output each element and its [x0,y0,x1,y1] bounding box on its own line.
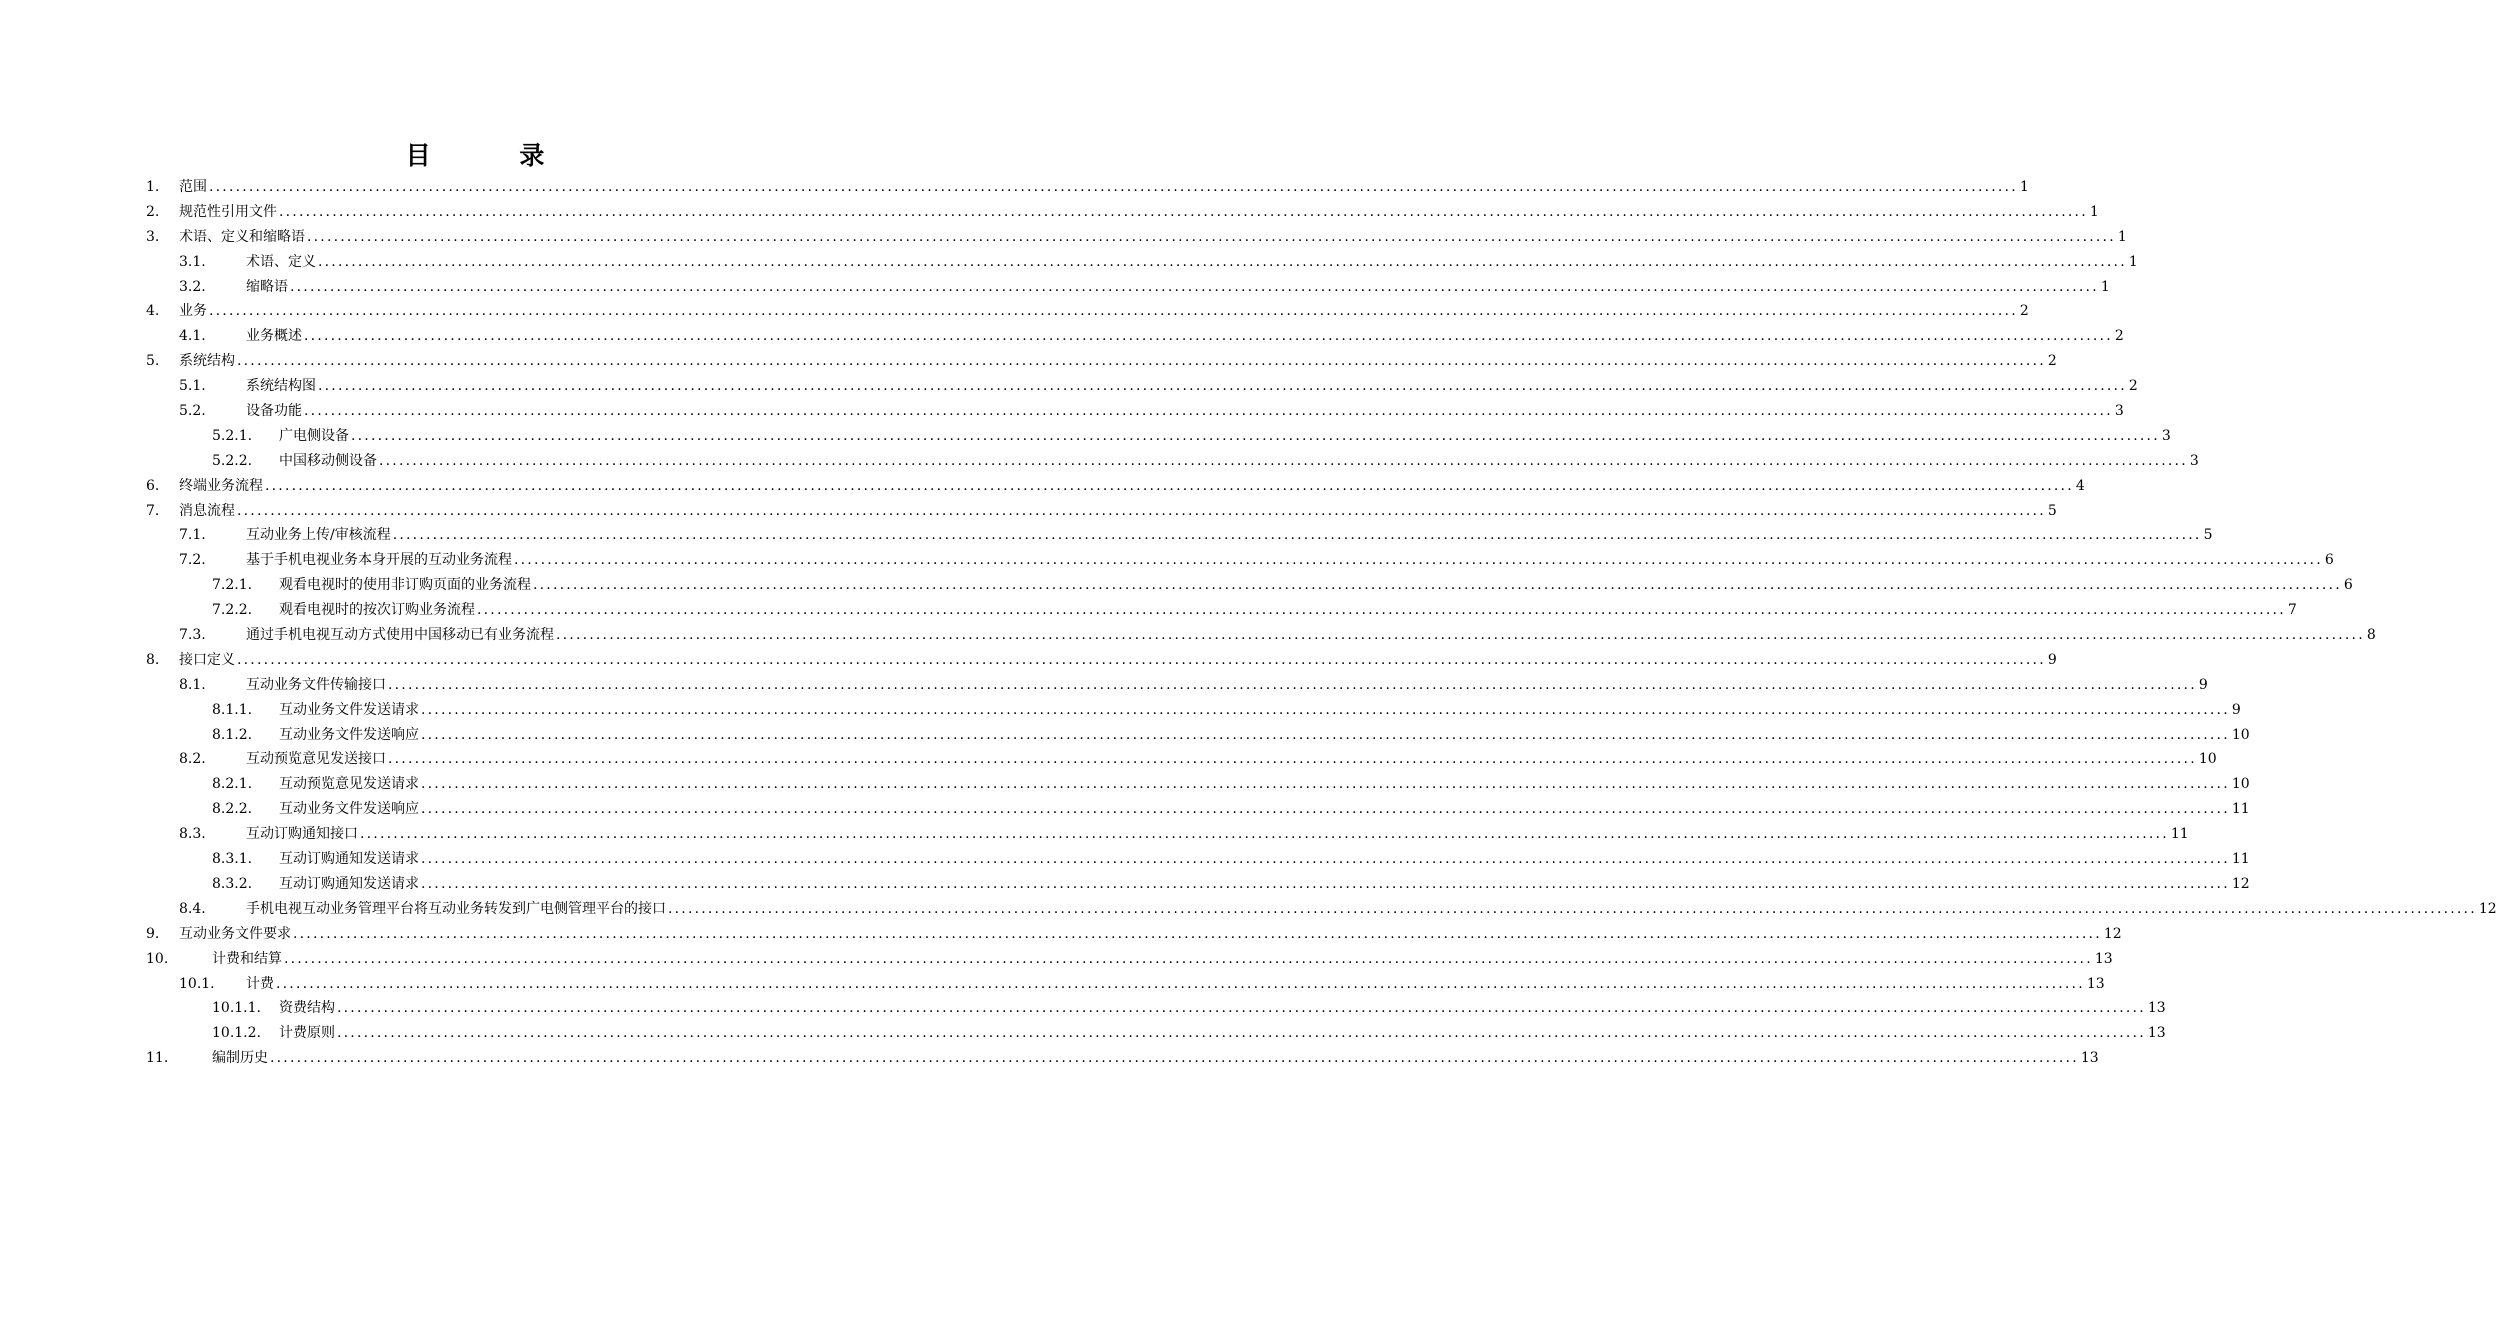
toc-entry-page: 9 [2231,701,2241,718]
toc-entry-page: 1 [2117,228,2127,245]
toc-entry-page: 1 [2019,179,2029,195]
toc-entry[interactable] [0,598,2297,623]
toc-entry-line [279,872,2250,897]
toc-dot-leader: ................................................................................................................................................................................................................................................................................ [337,1000,2146,1017]
toc-entry-line [179,175,2029,200]
toc-entry[interactable] [0,548,2334,573]
toc-entry-page: 1 [2089,203,2099,220]
toc-entry-label: 计费 [246,975,274,992]
toc-entry-page: 6 [2343,577,2353,594]
toc-dot-leader: ................................................................................................................................................................................................................................................................................ [293,925,2102,942]
toc-dot-leader: ................................................................................................................................................................................................................................................................................ [514,552,2323,569]
toc-entry-line [279,598,2297,623]
toc-title: 目 录 [405,141,585,170]
toc-entry-line [179,299,2029,324]
toc-dot-leader: ................................................................................................................................................................................................................................................................................ [421,776,2230,793]
toc-entry-page: 3 [2189,452,2199,469]
toc-entry-line [179,648,2057,673]
toc-entry-label: 互动业务文件发送请求 [279,701,419,718]
toc-entry-page: 13 [2086,975,2105,992]
toc-entry-page: 12 [2103,925,2122,942]
toc-dot-leader: ................................................................................................................................................................................................................................................................................ [533,577,2342,594]
toc-entry[interactable] [0,374,2138,399]
toc-entry-line [279,772,2250,797]
toc-entry-label: 互动业务文件要求 [179,925,291,942]
toc-entry[interactable] [0,822,2189,847]
toc-entry-number: 10.1. [179,975,215,992]
toc-entry-number: 9. [146,925,160,942]
toc-entry-number: 8.1. [179,676,206,693]
toc-dot-leader: ................................................................................................................................................................................................................................................................................ [421,875,2230,892]
toc-entry-label: 计费原则 [279,1025,335,1042]
toc-entry-page: 11 [2231,801,2250,818]
toc-entry-page: 2 [2128,378,2138,395]
toc-entry-line [179,499,2057,524]
toc-entry-line [246,275,2110,300]
toc-entry[interactable] [0,349,2057,374]
toc-dot-leader: ................................................................................................................................................................................................................................................................................ [237,651,2046,668]
toc-entry-number: 3.2. [179,278,206,295]
toc-entry-label: 互动业务文件传输接口 [246,676,386,693]
toc-entry-number: 2. [146,203,160,220]
toc-entry-label: 消息流程 [179,502,235,519]
toc-entry[interactable] [0,299,2029,324]
toc-entry-label: 计费和结算 [212,950,282,967]
toc-entry[interactable] [0,897,2497,922]
toc-entry-line [279,698,2241,723]
toc-entry-page: 11 [2170,826,2189,843]
toc-dot-leader: ................................................................................................................................................................................................................................................................................ [284,950,2093,967]
toc-entry-number: 8.4. [179,900,206,917]
toc-dot-leader: ................................................................................................................................................................................................................................................................................ [421,701,2230,718]
toc-entry-page: 2 [2019,303,2029,320]
toc-entry-label: 手机电视互动业务管理平台将互动业务转发到广电侧管理平台的接口 [246,900,666,917]
toc-entry-page: 4 [2075,477,2085,494]
toc-entry[interactable] [0,648,2057,673]
toc-entry-label: 互动订购通知发送请求 [279,875,419,892]
toc-entry-number: 7.2.2. [212,602,253,619]
toc-entry-page: 3 [2114,403,2124,420]
toc-entry-label: 资费结构 [279,1000,335,1017]
toc-entry-label: 互动业务上传/审核流程 [246,527,391,544]
toc-entry-page: 2 [2114,328,2124,345]
toc-entry-line [246,399,2124,424]
toc-entry-label: 术语、定义 [246,253,316,270]
toc-entry[interactable] [0,1046,2099,1071]
toc-dot-leader: ................................................................................................................................................................................................................................................................................ [276,975,2085,992]
toc-dot-leader: ................................................................................................................................................................................................................................................................................ [304,403,2113,420]
toc-entry-label: 规范性引用文件 [179,203,277,220]
toc-entry-label: 观看电视时的按次订购业务流程 [279,602,475,619]
toc-entry-line [246,623,2376,648]
toc-entry-page: 12 [2478,900,2497,917]
toc-entry-number: 5.2. [179,403,206,420]
toc-entry-label: 互动订购通知接口 [246,826,358,843]
toc-dot-leader: ................................................................................................................................................................................................................................................................................ [668,900,2477,917]
toc-entry-number: 8.2.1. [212,776,253,793]
toc-entry-number: 5. [146,353,160,370]
toc-entry[interactable] [0,772,2250,797]
toc-entry-line [279,573,2353,598]
toc-entry[interactable] [0,872,2250,897]
toc-entry-label: 互动预览意见发送接口 [246,751,386,768]
toc-entry[interactable] [0,424,2171,449]
toc-dot-leader: ................................................................................................................................................................................................................................................................................ [379,452,2188,469]
toc-entry[interactable] [0,275,2110,300]
toc-entry-label: 范围 [179,179,207,195]
toc-entry-number: 8.3. [179,826,206,843]
toc-entry-label: 术语、定义和缩略语 [179,228,305,245]
toc-entry-label: 基于手机电视业务本身开展的互动业务流程 [246,552,512,569]
toc-entry-line [279,1021,2166,1046]
toc-entry-page: 10 [2231,776,2250,793]
toc-entry-line [246,374,2138,399]
toc-entry-page: 11 [2231,851,2250,868]
toc-entry-line [279,847,2250,872]
toc-entry-page: 2 [2047,353,2057,370]
toc-entry[interactable] [0,673,2208,698]
toc-entry-number: 8.1.2. [212,726,253,743]
toc-entry-line [279,449,2199,474]
toc-entry-line [212,1046,2099,1071]
toc-entry-number: 8.3.1. [212,851,253,868]
toc-entry-number: 8.2. [179,751,206,768]
toc-entry-label: 系统结构图 [246,378,316,395]
toc-dot-leader: ................................................................................................................................................................................................................................................................................ [556,627,2365,644]
toc-entry-number: 8. [146,651,160,668]
toc-entry[interactable] [0,449,2199,474]
toc-entry-label: 缩略语 [246,278,288,295]
toc-dot-leader: ................................................................................................................................................................................................................................................................................ [209,303,2018,320]
toc-dot-leader: ................................................................................................................................................................................................................................................................................ [209,179,2018,195]
toc-entry[interactable] [0,200,2099,225]
toc-dot-leader: ................................................................................................................................................................................................................................................................................ [477,602,2286,619]
toc-entry-page: 12 [2231,875,2250,892]
toc-entry-line [279,996,2166,1021]
toc-entry-number: 8.3.2. [212,875,253,892]
toc-entry-label: 互动业务文件发送响应 [279,726,419,743]
toc-entry[interactable] [0,623,2376,648]
toc-entry-page: 1 [2100,278,2110,295]
toc-dot-leader: ................................................................................................................................................................................................................................................................................ [421,801,2230,818]
toc-entry-number: 4. [146,303,160,320]
toc-entry-number: 3. [146,228,160,245]
toc-entry-number: 10. [146,950,169,967]
toc-dot-leader: ................................................................................................................................................................................................................................................................................ [421,851,2230,868]
toc-entry-line [212,947,2113,972]
toc-entry-label: 接口定义 [179,651,235,668]
toc-dot-leader: ................................................................................................................................................................................................................................................................................ [318,253,2127,270]
toc-entry-label: 互动订购通知发送请求 [279,851,419,868]
toc-entry-page: 5 [2203,527,2213,544]
toc-entry-line [246,324,2124,349]
toc-entry-label: 互动预览意见发送请求 [279,776,419,793]
toc-entry-label: 业务 [179,303,207,320]
toc-entry-number: 3.1. [179,253,206,270]
toc-entry[interactable] [0,1021,2166,1046]
toc-entry[interactable] [0,175,2029,200]
toc-dot-leader: ................................................................................................................................................................................................................................................................................ [388,751,2197,768]
toc-dot-leader: ................................................................................................................................................................................................................................................................................ [265,477,2074,494]
toc-dot-leader: ................................................................................................................................................................................................................................................................................ [318,378,2127,395]
toc-dot-leader: ................................................................................................................................................................................................................................................................................ [307,228,2116,245]
toc-entry[interactable] [0,250,2138,275]
toc-entry-line [179,200,2099,225]
toc-entry[interactable] [0,399,2124,424]
toc-entry-page: 8 [2366,627,2376,644]
toc-dot-leader: ................................................................................................................................................................................................................................................................................ [304,328,2113,345]
toc-dot-leader: ................................................................................................................................................................................................................................................................................ [351,427,2160,444]
toc-entry-number: 8.1.1. [212,701,253,718]
toc-entry-number: 7.1. [179,527,206,544]
toc-entry-label: 观看电视时的使用非订购页面的业务流程 [279,577,531,594]
toc-entry-line [246,747,2217,772]
toc-entry-page: 13 [2080,1050,2099,1067]
toc-entry[interactable] [0,225,2127,250]
toc-entry-page: 6 [2324,552,2334,569]
toc-entry-line [179,225,2127,250]
toc-entry-label: 互动业务文件发送响应 [279,801,419,818]
toc-entry-number: 7.3. [179,627,206,644]
toc-entry-label: 中国移动侧设备 [279,452,377,469]
toc-entry-page: 9 [2047,651,2057,668]
toc-entry-page: 13 [2094,950,2113,967]
toc-entry-label: 通过手机电视互动方式使用中国移动已有业务流程 [246,627,554,644]
toc-entry-line [246,972,2105,997]
toc-entry-line [279,797,2250,822]
toc-entry-number: 5.2.2. [212,452,253,469]
toc-entry-number: 4.1. [179,328,206,345]
toc-entry-number: 5.1. [179,378,206,395]
toc-entry-number: 1. [146,179,160,195]
toc-entry[interactable] [0,996,2166,1021]
toc-entry[interactable] [0,499,2057,524]
toc-entry[interactable] [0,972,2105,997]
toc-entry-page: 13 [2147,1025,2166,1042]
table-of-contents [0,175,2497,1071]
toc-dot-leader: ................................................................................................................................................................................................................................................................................ [237,353,2046,370]
toc-entry[interactable] [0,474,2085,499]
toc-dot-leader: ................................................................................................................................................................................................................................................................................ [290,278,2099,295]
toc-entry[interactable] [0,523,2213,548]
toc-entry-line [179,922,2122,947]
toc-dot-leader: ................................................................................................................................................................................................................................................................................ [421,726,2230,743]
toc-entry-number: 5.2.1. [212,427,253,444]
toc-entry[interactable] [0,723,2250,748]
toc-entry-line [279,723,2250,748]
toc-entry[interactable] [0,324,2124,349]
toc-entry-page: 7 [2287,602,2297,619]
toc-entry-page: 5 [2047,502,2057,519]
toc-entry-number: 10.1.1. [212,1000,261,1017]
toc-entry-line [279,424,2171,449]
toc-entry-label: 广电侧设备 [279,427,349,444]
toc-entry-line [246,897,2497,922]
toc-entry[interactable] [0,947,2113,972]
toc-entry[interactable] [0,747,2217,772]
toc-entry[interactable] [0,797,2250,822]
toc-entry-page: 1 [2128,253,2138,270]
toc-entry-number: 7.2.1. [212,577,253,594]
toc-dot-leader: ................................................................................................................................................................................................................................................................................ [270,1050,2079,1067]
toc-entry-number: 10.1.2. [212,1025,261,1042]
toc-entry-label: 终端业务流程 [179,477,263,494]
toc-entry[interactable] [0,847,2250,872]
toc-entry-line [246,673,2208,698]
toc-entry-page: 13 [2147,1000,2166,1017]
toc-entry-label: 编制历史 [212,1050,268,1067]
toc-entry-line [246,822,2189,847]
toc-entry-line [246,250,2138,275]
toc-entry-label: 系统结构 [179,353,235,370]
toc-entry-line [179,349,2057,374]
toc-entry-page: 10 [2231,726,2250,743]
toc-entry-line [246,523,2213,548]
toc-dot-leader: ................................................................................................................................................................................................................................................................................ [237,502,2046,519]
toc-entry-label: 业务概述 [246,328,302,345]
toc-entry[interactable] [0,922,2122,947]
toc-dot-leader: ................................................................................................................................................................................................................................................................................ [392,527,2202,544]
toc-entry-page: 9 [2198,676,2208,693]
toc-entry-number: 7. [146,502,160,519]
toc-entry-page: 3 [2161,427,2171,444]
toc-dot-leader: ................................................................................................................................................................................................................................................................................ [388,676,2197,693]
toc-entry-label: 设备功能 [246,403,302,420]
toc-entry-number: 8.2.2. [212,801,253,818]
toc-entry-number: 6. [146,477,160,494]
toc-dot-leader: ................................................................................................................................................................................................................................................................................ [337,1025,2146,1042]
toc-entry[interactable] [0,573,2353,598]
toc-dot-leader: ................................................................................................................................................................................................................................................................................ [279,203,2088,220]
toc-entry-page: 10 [2198,751,2217,768]
toc-entry-line [246,548,2334,573]
toc-entry-number: 11. [146,1050,169,1067]
toc-entry[interactable] [0,698,2241,723]
toc-dot-leader: ................................................................................................................................................................................................................................................................................ [360,826,2169,843]
toc-entry-number: 7.2. [179,552,206,569]
toc-entry-line [179,474,2085,499]
